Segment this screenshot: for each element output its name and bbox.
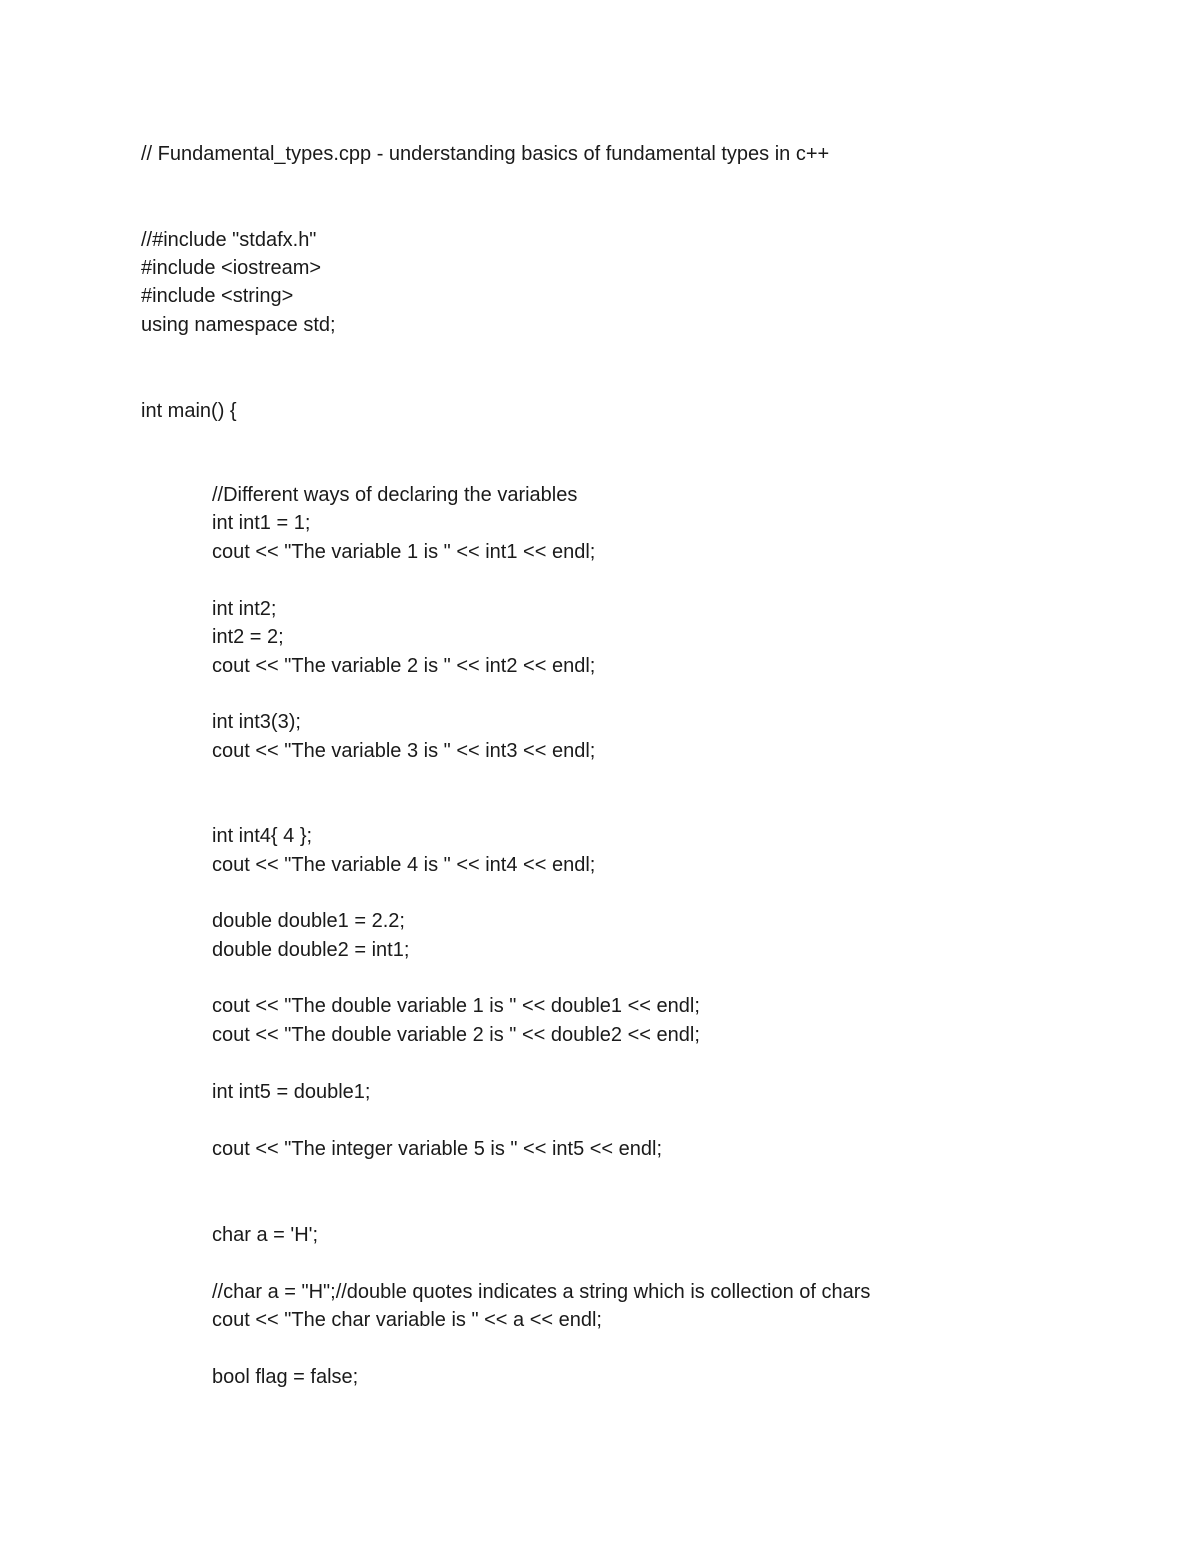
file-header-comment: // Fundamental_types.cpp - understanding basics of fundamental types in c++ [141, 143, 830, 165]
code-line: char a = 'H'; [212, 1224, 319, 1246]
code-line: int int3(3); [212, 711, 301, 733]
code-comment: //Different ways of declaring the variables [212, 484, 578, 506]
code-line: cout << "The variable 2 is " << int2 << endl; [212, 655, 596, 677]
code-line: cout << "The char variable is " << a << endl; [212, 1309, 602, 1331]
code-line: //#include "stdafx.h" [141, 229, 317, 251]
code-line: cout << "The variable 3 is " << int3 << endl; [212, 740, 596, 762]
code-line: int int1 = 1; [212, 512, 311, 534]
code-line: using namespace std; [141, 314, 336, 336]
main-function-signature: int main() { [141, 400, 237, 422]
code-line: int int2; [212, 598, 277, 620]
code-comment: //char a = "H";//double quotes indicates a string which is collection of chars [212, 1281, 871, 1303]
code-line: int int5 = double1; [212, 1081, 371, 1103]
code-line: double double1 = 2.2; [212, 910, 405, 932]
code-line: bool flag = false; [212, 1366, 359, 1388]
code-line: cout << "The variable 1 is " << int1 << endl; [212, 541, 596, 563]
code-line: int2 = 2; [212, 626, 284, 648]
code-line: cout << "The double variable 2 is " << double2 << endl; [212, 1024, 700, 1046]
code-line: cout << "The double variable 1 is " << double1 << endl; [212, 995, 700, 1017]
code-line: #include <iostream> [141, 257, 322, 279]
code-line: double double2 = int1; [212, 939, 410, 961]
code-line: cout << "The variable 4 is " << int4 << endl; [212, 854, 596, 876]
code-line: cout << "The integer variable 5 is " << int5 << endl; [212, 1138, 663, 1160]
code-line: #include <string> [141, 285, 294, 307]
code-line: int int4{ 4 }; [212, 825, 313, 847]
